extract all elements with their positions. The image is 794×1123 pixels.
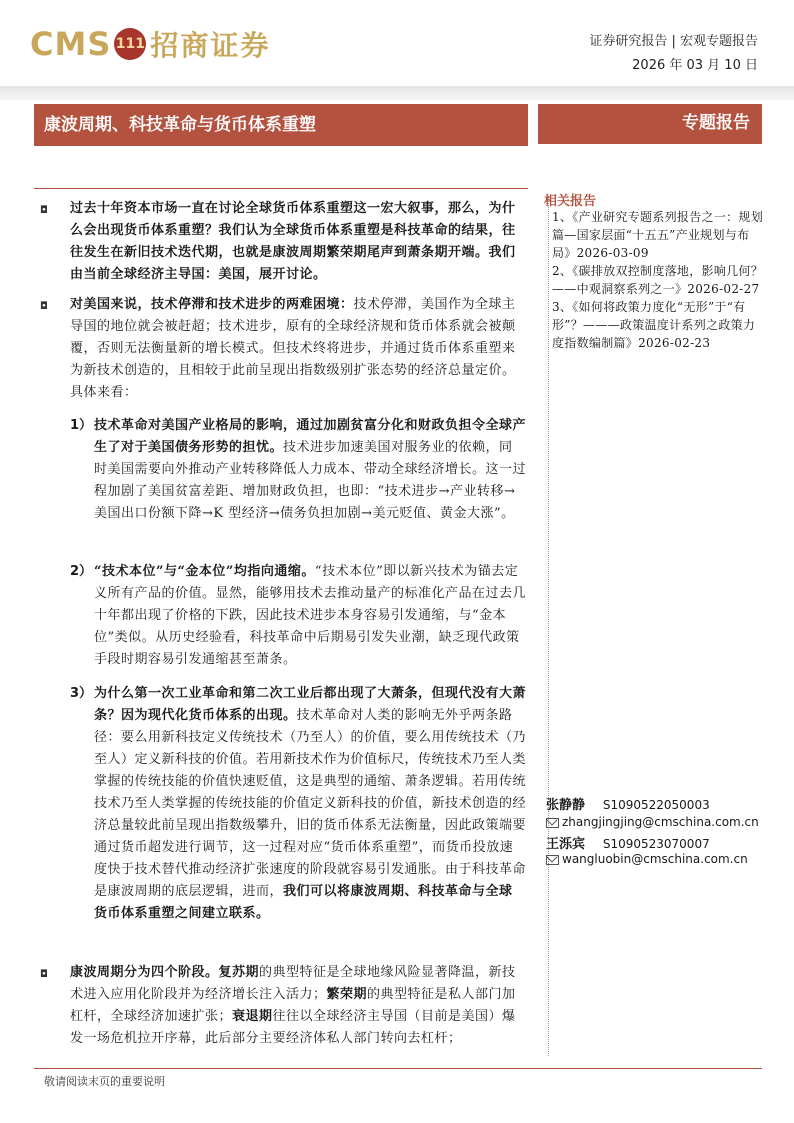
point-2-heading: “技术本位”与“金本位”均指向通缩。 [94, 564, 315, 579]
point-3-heading: 为什么第一次工业革命和第二次工业后都出现了大萧条，但现代没有大萧条？因为现代化货币体系的出现。 [94, 686, 527, 723]
report-tag: 专题报告 [538, 104, 762, 142]
phase-recession-text: 往往以全球经济主导国（目前是美国）爆发一场危机拉开序幕，此后部分主要经济体私人部门转向去杠杆； [70, 1009, 516, 1046]
point-2-text: “技术本位”即以新兴技术为锚去定义所有产品的价值。显然，能够用技术去推动量产的标准化产品在过去几十年都出现了价格的下跌，因此技术进步本身容易引发通缩，与“金本位”类似。从历史经验看，科技革命中后期易引发失业潮，缺乏现代政策手段时期容易引发通缩甚至萧条。 [94, 564, 527, 667]
phase-recovery: 复苏期 [218, 965, 260, 980]
report-date: 2026 年 03 月 10 日 [632, 58, 758, 73]
dilemma-paragraph [70, 294, 526, 404]
header-band [0, 86, 794, 100]
related-report-item[interactable]: 2、《碳排放双控制度落地，影响几何？——中观洞察系列之一》2026-02-27 [552, 264, 764, 296]
report-type: 证券研究报告 | 宏观专题报告 [589, 34, 758, 49]
analyst-name: 张静静 [546, 798, 586, 813]
mail-icon [546, 818, 559, 828]
logo-cms-text: CMS [30, 25, 112, 63]
company-logo [30, 24, 270, 64]
bullet-square-icon: ◘ [40, 301, 48, 312]
phase-recovery-text: 的典型特征是全球地缘风险显著降温，新技术进入应用化阶段并为经济增长注入活力； [70, 965, 516, 1002]
analyst-license: S1090522050003 [602, 798, 710, 812]
related-reports-title: 相关报告 [544, 194, 597, 209]
logo-chinese-text: 招商证券 [150, 29, 271, 62]
analyst-2-email-row [546, 852, 748, 866]
point-2-paragraph [94, 561, 526, 671]
report-title: 康波周期、科技革命与货币体系重塑 [34, 104, 528, 146]
bullet-square-icon: ◘ [40, 205, 48, 216]
dilemma-text: 技术停滞，美国作为全球主导国的地位就会被赶超；技术进步，原有的全球经济规和货币体系就会被颠覆，否则无法衡量新的增长模式。但技术终将进步，并通过货币体系重塑来为新技术创造的，且相较于此前呈现出指数级别扩张态势的经济总量定价。具体来看： [70, 297, 516, 400]
divider-right [538, 142, 762, 144]
kondratiev-paragraph [70, 962, 526, 1050]
summary-text: 过去十年资本市场一直在讨论全球货币体系重塑这一宏大叙事，那么，为什么会出现货币体系重塑？我们认为全球货币体系重塑是科技革命的结果，往往发生在新旧技术迭代期，也就是康波周期繁荣期尾声到萧条期开端。我们由当前全球经济主导国：美国，展开讨论。 [70, 201, 516, 282]
point-2-number: 2） [70, 564, 93, 579]
point-1-number: 1） [70, 418, 93, 433]
analyst-license: S1090523070007 [602, 837, 710, 851]
analyst-email[interactable]: wangluobin@cmschina.com.cn [562, 852, 748, 866]
analyst-1 [546, 794, 710, 813]
analyst-2 [546, 833, 710, 852]
analyst-name: 王泺宾 [546, 837, 586, 852]
related-report-item[interactable]: 1、《产业研究专题系列报告之一：规划篇—国家层面“十五五”产业规划与布局》2026-03-09 [552, 210, 764, 260]
related-reports-list [552, 208, 764, 352]
kondratiev-heading: 康波周期分为四个阶段。 [70, 965, 219, 980]
column-divider [548, 196, 549, 1056]
point-3-text: 技术革命对人类的影响无外乎两条路径：要么用新科技定义传统技术（乃至人）的价值，要么用传统技术（乃至人）定义新科技的价值。若用新技术作为价值标尺，传统技术乃至人类掌握的传统技能的价值快速贬值，这是典型的通缩、萧条逻辑。若用传统技术乃至人类掌握的传统技能的价值定义新科技的价值，新技术创造的经济总量较此前呈现出指数级攀升，旧的货币体系无法衡量，因此政策端要通过货币超发进行调节，这一过程对应“货币体系重塑”，而货币投放速度快于技术替代推动经济扩张速度的阶段就容易引发通胀。由于科技革命是康波周期的底层逻辑，进而， [94, 708, 527, 899]
phase-prosperity: 繁荣期 [326, 987, 368, 1002]
mail-icon [546, 855, 559, 865]
point-1-paragraph [94, 415, 526, 525]
bullet-square-icon: ◘ [40, 969, 48, 980]
logo-seal-icon: 111 [114, 28, 146, 60]
point-3-conclusion: 我们可以将康波周期、科技革命与全球货币体系重塑之间建立联系。 [94, 884, 513, 921]
footer-divider [34, 1068, 762, 1069]
point-1-text: 技术进步加速美国对服务业的依赖，同时美国需要向外推动产业转移降低人力成本、带动全球经济增长。这一过程加剧了美国贫富差距、增加财政负担，也即：“技术进步→产业转移→美国出口份额下降→K 型经济→债务负担加剧→美元贬值、黄金大涨”。 [94, 440, 527, 521]
phase-prosperity-text: 的典型特征是私人部门加杠杆，全球经济加速扩张； [70, 987, 516, 1024]
point-3-paragraph [94, 683, 526, 925]
point-1-heading: 技术革命对美国产业格局的影响，通过加剧贫富分化和财政负担令全球产生了对于美国债务形势的担忧。 [94, 418, 527, 455]
divider-left [34, 188, 528, 189]
phase-recession: 衰退期 [232, 1009, 273, 1024]
summary-paragraph [70, 198, 526, 286]
related-report-item[interactable]: 3、《如何将政策力度化“无形”于“有形”？———政策温度计系列之政策力度指数编制篇》2026-02-23 [552, 300, 756, 350]
footer-disclaimer: 敬请阅读末页的重要说明 [44, 1075, 165, 1088]
dilemma-heading: 对美国来说，技术停滞和技术进步的两难困境： [70, 297, 354, 312]
analyst-1-email-row [546, 815, 759, 829]
analyst-email[interactable]: zhangjingjing@cmschina.com.cn [562, 815, 759, 829]
point-3-number: 3） [70, 686, 93, 701]
